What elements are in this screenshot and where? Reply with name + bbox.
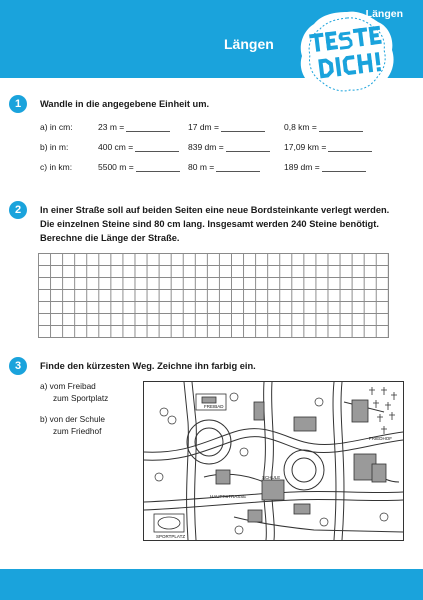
task-1-b2 [188,142,270,152]
task-2-line: In einer Straße soll auf beiden Seiten eine neue Bordsteinkante verlegt werden. [40,205,390,215]
subtask-line: zum Sportplatz [53,393,109,403]
map-label-sportplatz: SPORTPLATZ [156,534,186,539]
task-2-number: 2 [9,201,27,219]
task-3-subtask-a [40,380,108,404]
task-1-instruction: Wandle in die angegebene Einheit um. [40,99,210,109]
task-1-row-c-label: c) in km: [40,162,73,172]
task-1-a2 [188,122,265,132]
exercise-text: 17 dm = [188,122,219,132]
exercise-text: 23 m = [98,122,125,132]
footer-bar [0,569,423,600]
exercise-text: 400 cm = [98,142,134,152]
answer-blank[interactable] [135,142,179,152]
task-1-a3 [284,122,363,132]
exercise-text: 839 dm = [188,142,224,152]
subtask-line: b) von der Schule [40,414,106,424]
exercise-text: 5500 m = [98,162,134,172]
answer-blank[interactable] [126,122,170,132]
task-2-line: Die einzelnen Steine sind 80 cm lang. Insgesamt werden 240 Steine benötigt. [40,219,379,229]
answer-blank[interactable] [322,162,366,172]
map-label-hauptstrasse: HAUPTSTRASSE [210,494,247,499]
task-1-a1 [98,122,170,132]
task-1-c2 [188,162,260,172]
task-1-c3 [284,162,366,172]
town-map-drawing [144,382,403,540]
task-2-text [40,203,389,245]
answer-blank[interactable] [328,142,372,152]
map-label-freibad: FREIBAD [204,404,224,409]
subtask-line: zum Friedhof [53,426,102,436]
footer-label: Längen [365,8,403,20]
exercise-text: 0,8 km = [284,122,317,132]
task-1-b1 [98,142,179,152]
task-1-b3 [284,142,372,152]
answer-blank[interactable] [319,122,363,132]
exercise-text: 189 dm = [284,162,320,172]
map-label-friedhof: FRIEDHOF [369,436,392,441]
answer-blank[interactable] [226,142,270,152]
task-2-line: Berechne die Länge der Straße. [40,233,180,243]
answer-blank[interactable] [216,162,260,172]
exercise-text: 80 m = [188,162,215,172]
answer-blank[interactable] [221,122,265,132]
task-3-number: 3 [9,357,27,375]
task-3-instruction: Finde den kürzesten Weg. Zeichne ihn farbig ein. [40,361,256,371]
town-map[interactable] [143,381,404,541]
task-1-row-a-label: a) in cm: [40,122,73,132]
task-3-subtask-b [40,413,105,437]
answer-blank[interactable] [136,162,180,172]
calculation-grid[interactable] [38,253,389,338]
subtask-line: a) vom Freibad [40,381,96,391]
teste-dich-badge [296,8,398,104]
map-label-schule: SCHULE [262,475,281,480]
task-1-number: 1 [9,95,27,113]
task-1-c1 [98,162,180,172]
exercise-text: 17,09 km = [284,142,327,152]
task-1-row-b-label: b) in m: [40,142,69,152]
page-title: Längen [224,36,274,52]
